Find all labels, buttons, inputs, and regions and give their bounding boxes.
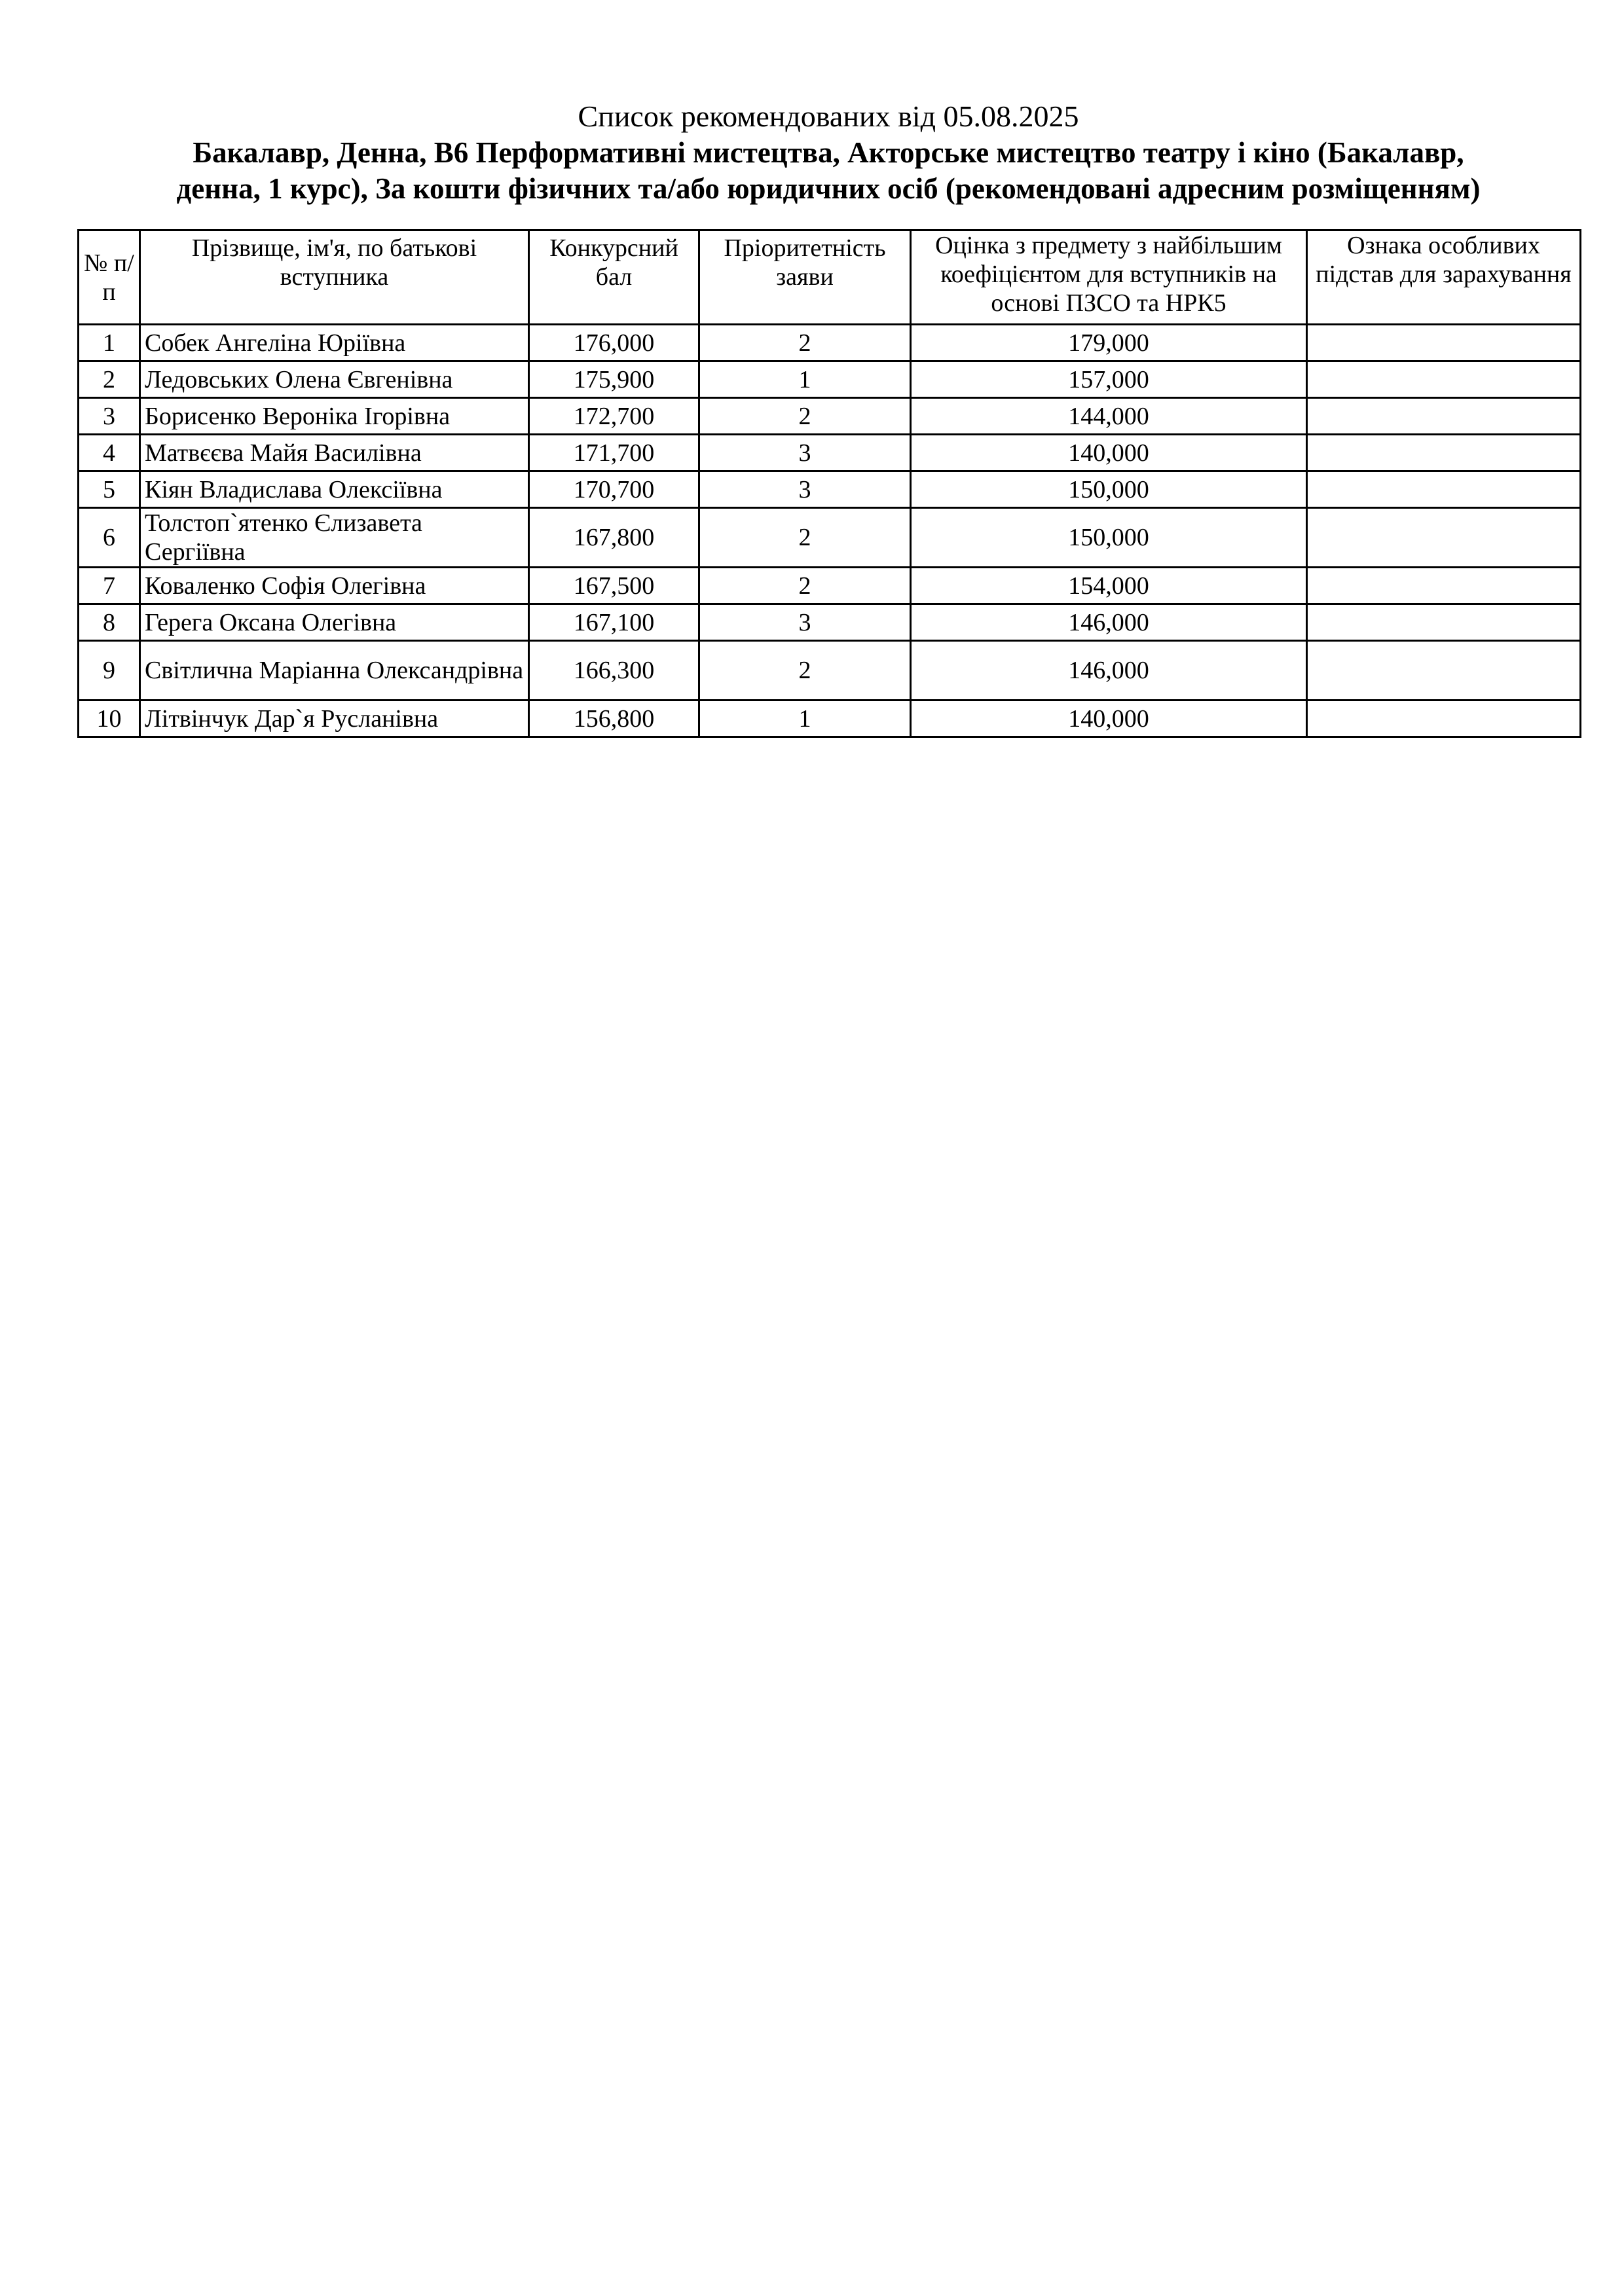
application-priority: 1 xyxy=(699,701,911,737)
table-row xyxy=(79,471,1581,508)
special-grounds xyxy=(1307,361,1581,398)
competitive-score: 171,700 xyxy=(529,435,699,471)
row-number: 5 xyxy=(79,471,140,508)
applicant-name: Світлична Маріанна Олександрівна xyxy=(140,641,529,701)
special-grounds xyxy=(1307,568,1581,604)
special-grounds xyxy=(1307,435,1581,471)
table-row xyxy=(79,568,1581,604)
subject-score: 146,000 xyxy=(911,641,1307,701)
row-number: 4 xyxy=(79,435,140,471)
subject-score: 154,000 xyxy=(911,568,1307,604)
subject-score: 150,000 xyxy=(911,508,1307,568)
applicant-name: Матвєєва Майя Василівна xyxy=(140,435,529,471)
table-row xyxy=(79,361,1581,398)
special-grounds xyxy=(1307,471,1581,508)
special-grounds xyxy=(1307,325,1581,361)
table-row xyxy=(79,701,1581,737)
competitive-score: 172,700 xyxy=(529,398,699,435)
subject-score: 179,000 xyxy=(911,325,1307,361)
header-competitive-score: Конкурсний бал xyxy=(529,230,699,325)
applicant-name: Толстоп`ятенко Єлизавета Сергіївна xyxy=(140,508,529,568)
competitive-score: 176,000 xyxy=(529,325,699,361)
table-row xyxy=(79,604,1581,641)
subject-score: 157,000 xyxy=(911,361,1307,398)
subject-score: 140,000 xyxy=(911,701,1307,737)
application-priority: 2 xyxy=(699,508,911,568)
special-grounds xyxy=(1307,701,1581,737)
row-number: 3 xyxy=(79,398,140,435)
table-row xyxy=(79,435,1581,471)
header-full-name: Прізвище, ім'я, по батькові вступника xyxy=(140,230,529,325)
header-subject-score: Оцінка з предмету з найбільшим коефіцієнтом для вступників на основі ПЗСО та НРК5 xyxy=(911,230,1307,325)
application-priority: 2 xyxy=(699,398,911,435)
row-number: 7 xyxy=(79,568,140,604)
subject-score: 140,000 xyxy=(911,435,1307,471)
row-number: 10 xyxy=(79,701,140,737)
competitive-score: 167,100 xyxy=(529,604,699,641)
row-number: 1 xyxy=(79,325,140,361)
subject-score: 150,000 xyxy=(911,471,1307,508)
document-header xyxy=(65,98,1591,207)
special-grounds xyxy=(1307,641,1581,701)
application-priority: 2 xyxy=(699,568,911,604)
competitive-score: 167,800 xyxy=(529,508,699,568)
recommended-list-table xyxy=(77,229,1581,738)
document-subtitle-line-1: Бакалавр, Денна, В6 Перформативні мистецтва, Акторське мистецтво театру і кіно (Бакалавр, xyxy=(193,136,1464,169)
application-priority: 2 xyxy=(699,325,911,361)
special-grounds xyxy=(1307,508,1581,568)
header-application-priority: Пріоритетність заяви xyxy=(699,230,911,325)
application-priority: 3 xyxy=(699,435,911,471)
row-number: 6 xyxy=(79,508,140,568)
applicant-name: Коваленко Софія Олегівна xyxy=(140,568,529,604)
subject-score: 144,000 xyxy=(911,398,1307,435)
row-number: 9 xyxy=(79,641,140,701)
applicant-name: Ледовських Олена Євгенівна xyxy=(140,361,529,398)
applicant-name: Кіян Владислава Олексіївна xyxy=(140,471,529,508)
row-number: 2 xyxy=(79,361,140,398)
application-priority: 1 xyxy=(699,361,911,398)
special-grounds xyxy=(1307,604,1581,641)
document-subtitle-line-2: денна, 1 курс), За кошти фізичних та/або юридичних осіб (рекомендовані адресним розміщенням) xyxy=(176,172,1481,205)
applicant-name: Літвінчук Дар`я Русланівна xyxy=(140,701,529,737)
header-special-grounds: Ознака особливих підстав для зарахування xyxy=(1307,230,1581,325)
table-row xyxy=(79,398,1581,435)
competitive-score: 175,900 xyxy=(529,361,699,398)
table-row xyxy=(79,508,1581,568)
competitive-score: 166,300 xyxy=(529,641,699,701)
competitive-score: 156,800 xyxy=(529,701,699,737)
applicant-name: Герега Оксана Олегівна xyxy=(140,604,529,641)
applicant-name: Собек Ангеліна Юріївна xyxy=(140,325,529,361)
competitive-score: 170,700 xyxy=(529,471,699,508)
competitive-score: 167,500 xyxy=(529,568,699,604)
table-header-row xyxy=(79,230,1581,325)
document-title: Список рекомендованих від 05.08.2025 xyxy=(578,100,1079,133)
row-number: 8 xyxy=(79,604,140,641)
application-priority: 3 xyxy=(699,604,911,641)
applicant-name: Борисенко Вероніка Ігорівна xyxy=(140,398,529,435)
header-number: № п/п xyxy=(79,230,140,325)
table-row xyxy=(79,641,1581,701)
table-row xyxy=(79,325,1581,361)
application-priority: 3 xyxy=(699,471,911,508)
special-grounds xyxy=(1307,398,1581,435)
application-priority: 2 xyxy=(699,641,911,701)
subject-score: 146,000 xyxy=(911,604,1307,641)
